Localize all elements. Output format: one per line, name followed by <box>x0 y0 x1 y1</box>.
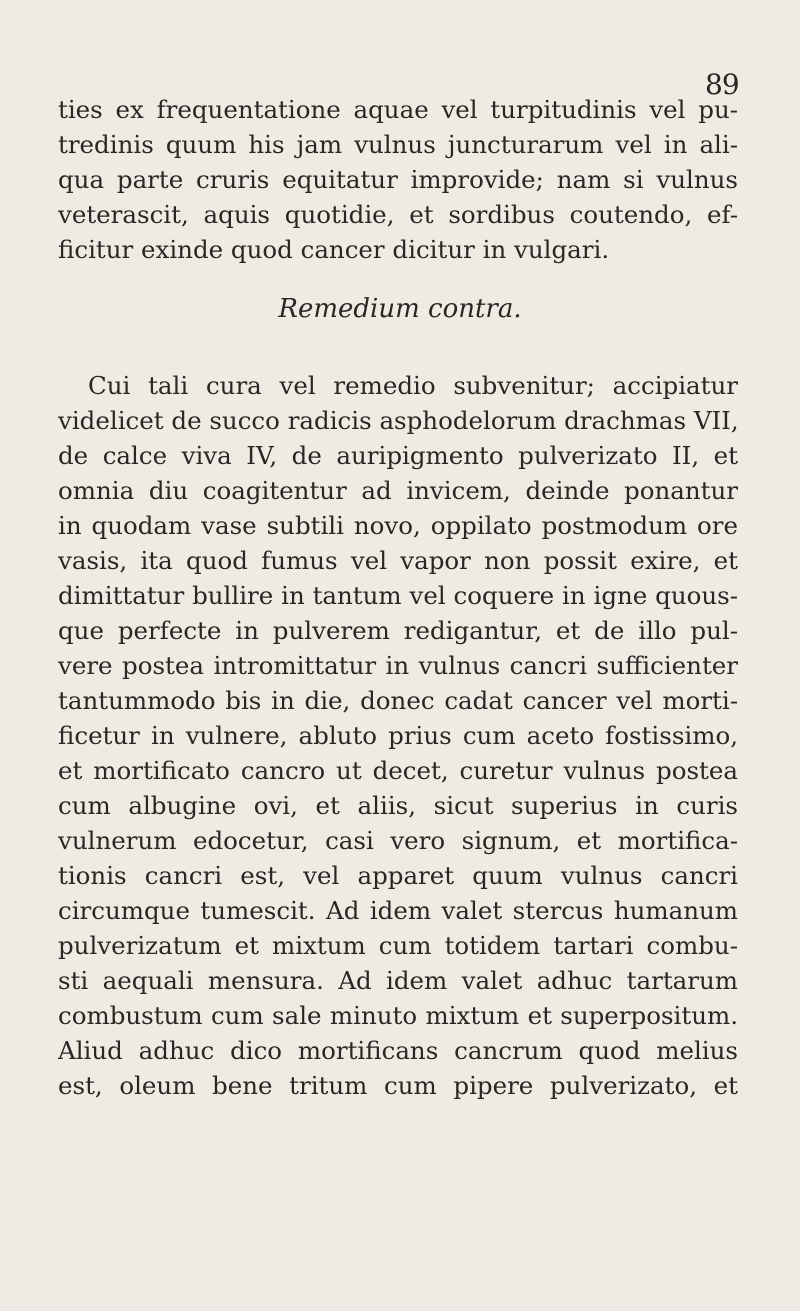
section-heading: Remedium contra. <box>278 294 522 324</box>
text-line: omnia diu coagitentur ad invicem, deinde ponantur <box>58 476 738 505</box>
text-line: sti aequali mensura. Ad idem valet adhuc tartarum <box>58 966 738 995</box>
text-line: videlicet de succo radicis asphodelorum drachmas VII, <box>58 406 739 435</box>
text-line: est, oleum bene tritum cum pipere pulverizato, et <box>58 1071 738 1100</box>
text-line: ficetur in vulnere, abluto prius cum aceto fostissimo, <box>58 721 738 750</box>
text-line: et mortificato cancro ut decet, curetur vulnus postea <box>58 756 738 785</box>
text-line: in quodam vase subtili novo, oppilato postmodum ore <box>58 511 738 540</box>
paragraph-1 <box>58 92 738 267</box>
text-line: combustum cum sale minuto mixtum et superpositum. <box>58 1001 738 1030</box>
text-line: ficitur exinde quod cancer dicitur in vulgari. <box>58 235 610 264</box>
page-number: 89 <box>705 68 739 101</box>
text-line: veterascit, aquis quotidie, et sordibus coutendo, ef- <box>58 200 738 229</box>
text-line: tredinis quum his jam vulnus juncturarum vel in ali- <box>58 130 738 159</box>
text-line: dimittatur bullire in tantum vel coquere in igne quous- <box>58 581 738 610</box>
text-line: tionis cancri est, vel apparet quum vulnus cancri <box>58 861 738 890</box>
text-line: ties ex frequentatione aquae vel turpitudinis vel pu- <box>58 95 738 124</box>
text-line: circumque tumescit. Ad idem valet stercus humanum <box>58 896 738 925</box>
text-line: qua parte cruris equitatur improvide; nam si vulnus <box>58 165 738 194</box>
text-line: vulnerum edocetur, casi vero signum, et mortifica- <box>58 826 738 855</box>
text-line: pulverizatum et mixtum cum totidem tartari combu- <box>58 931 738 960</box>
text-line: cum albugine ovi, et aliis, sicut superius in curis <box>58 791 738 820</box>
text-line: que perfecte in pulverem redigantur, et de illo pul- <box>58 616 738 645</box>
text-line: de calce viva IV, de auripigmento pulverizato II, et <box>58 441 738 470</box>
text-line: Aliud adhuc dico mortificans cancrum quod melius <box>58 1036 738 1065</box>
text-line: tantummodo bis in die, donec cadat cancer vel morti- <box>58 686 738 715</box>
text-line: vere postea intromittatur in vulnus cancri sufficienter <box>58 651 738 680</box>
text-line: vasis, ita quod fumus vel vapor non possit exire, et <box>58 546 738 575</box>
paragraph-2 <box>58 368 738 1103</box>
text-line: Cui tali cura vel remedio subvenitur; accipiatur <box>88 371 738 400</box>
